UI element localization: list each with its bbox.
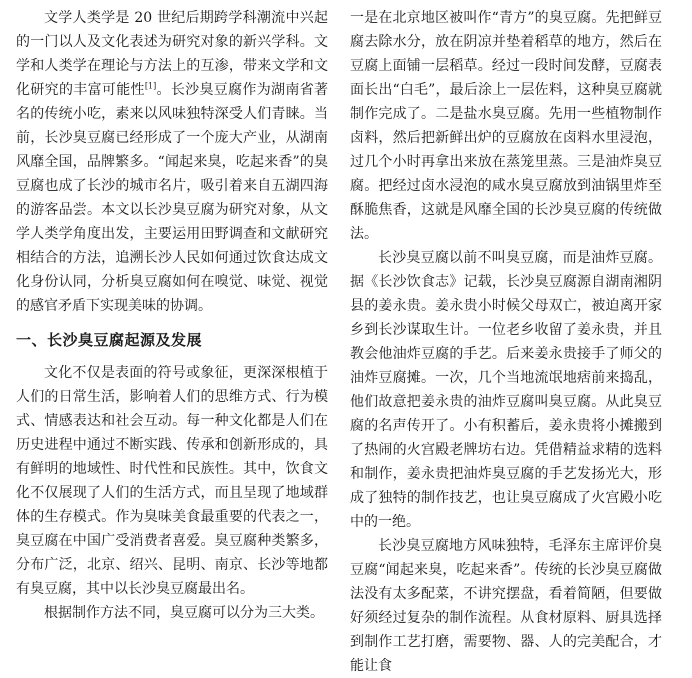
right-column [350, 6, 662, 678]
culture-paragraph: 文化不仅是表面的符号或象征，更深深根植于人们的日常生活，影响着人们的思维方式、行为模式、情感表达和社会互动。每一种文化都是人们在历史进程中通过不断实践、传承和创新形成的，具有鲜明的地域性、时代性和民族性。其中，饮食文化不仅展现了人们的生活方式，而且呈现了地域群体的生存模式。作为臭味美食最重要的代表之一，臭豆腐在中国广受消费者喜爱。臭豆腐种类繁多，分布广泛，北京、绍兴、昆明、南京、长沙等地都有臭豆腐，其中以长沙臭豆腐最出名。 [16, 365, 328, 597]
citation-ref: [1] [144, 81, 157, 91]
section-heading: 一、长沙臭豆腐起源及发展 [16, 331, 203, 349]
intro-text-before-ref: 文学人类学是 20 世纪后期跨学科潮流中兴起的一门以人及文化表述为研究对象的新兴学科。文学和人类学在理论与方法上的互渗，带来文学和文化研究的丰富可能性 [16, 10, 328, 98]
origin-paragraph: 长沙臭豆腐以前不叫臭豆腐，而是油炸豆腐。据《长沙饮食志》记载，长沙臭豆腐源自湖南湘阴县的姜永贵。姜永贵小时候父母双亡，被迫离开家乡到长沙谋取生计。一位老乡收留了姜永贵，并且教会他油炸豆腐的手艺。后来姜永贵接手了师父的油炸豆腐摊。一次，几个当地流氓地痞前来捣乱，他们故意把姜永贵的油炸豆腐叫臭豆腐。从此臭豆腐的名声传开了。小有积蓄后，姜永贵将小摊搬到了热闹的火宫殿老牌坊右边。凭借精益求精的选料和制作，姜永贵把油炸臭豆腐的手艺发扬光大，形成了独特的制作技艺，也让臭豆腐成了火宫殿小吃中的一绝。 [350, 250, 662, 530]
classification-continued-paragraph: 一是在北京地区被叫作“青方”的臭豆腐。先把鲜豆腐去除水分，放在阴凉并垫着稻草的地方，然后在豆腐上面铺一层稻草。经过一段时间发酵，豆腐表面长出“白毛”，最后涂上一层佐料，这种臭豆腐就制作完成了。二是盐水臭豆腐。先用一些植物制作卤料，然后把新鲜出炉的豆腐放在卤料水里浸泡，过几个小时再拿出来放在蒸笼里蒸。三是油炸臭豆腐。把经过卤水浸泡的咸水臭豆腐放到油锅里炸至酥脆焦香，这就是风靡全国的长沙臭豆腐的传统做法。 [350, 10, 662, 242]
classification-paragraph: 根据制作方法不同，臭豆腐可以分为三大类。 [44, 605, 324, 621]
intro-text-after-ref: 。长沙臭豆腐作为湖南省著名的传统小吃，素来以风味独特深受人们青睐。当前，长沙臭豆腐已经形成了一个庞大产业，从湖南风靡全国，品牌繁多。“闻起来臭，吃起来香”的臭豆腐也成了长沙的城市名片，吸引着来自五湖四海的游客品尝。本文以长沙臭豆腐为研究对象，从文学人类学角度出发，主要运用田野调查和文献研究相结合的方法，追溯长沙人民如何通过饮食达成文化身份认同，分析臭豆腐如何在嗅觉、味觉、视觉的感官矛盾下实现美味的协调。 [16, 82, 329, 314]
intro-paragraph [16, 6, 328, 318]
flavor-paragraph: 长沙臭豆腐地方风味独特，毛泽东主席评价臭豆腐“闻起来臭，吃起来香”。传统的长沙臭豆腐做法没有太多配菜，不讲究摆盘，看着简陋，但要做好须经过复杂的制作流程。从食材原料、厨具选择到制作工艺打磨，需要物、器、人的完美配合，才能让食 [350, 538, 662, 674]
left-column [16, 6, 328, 625]
